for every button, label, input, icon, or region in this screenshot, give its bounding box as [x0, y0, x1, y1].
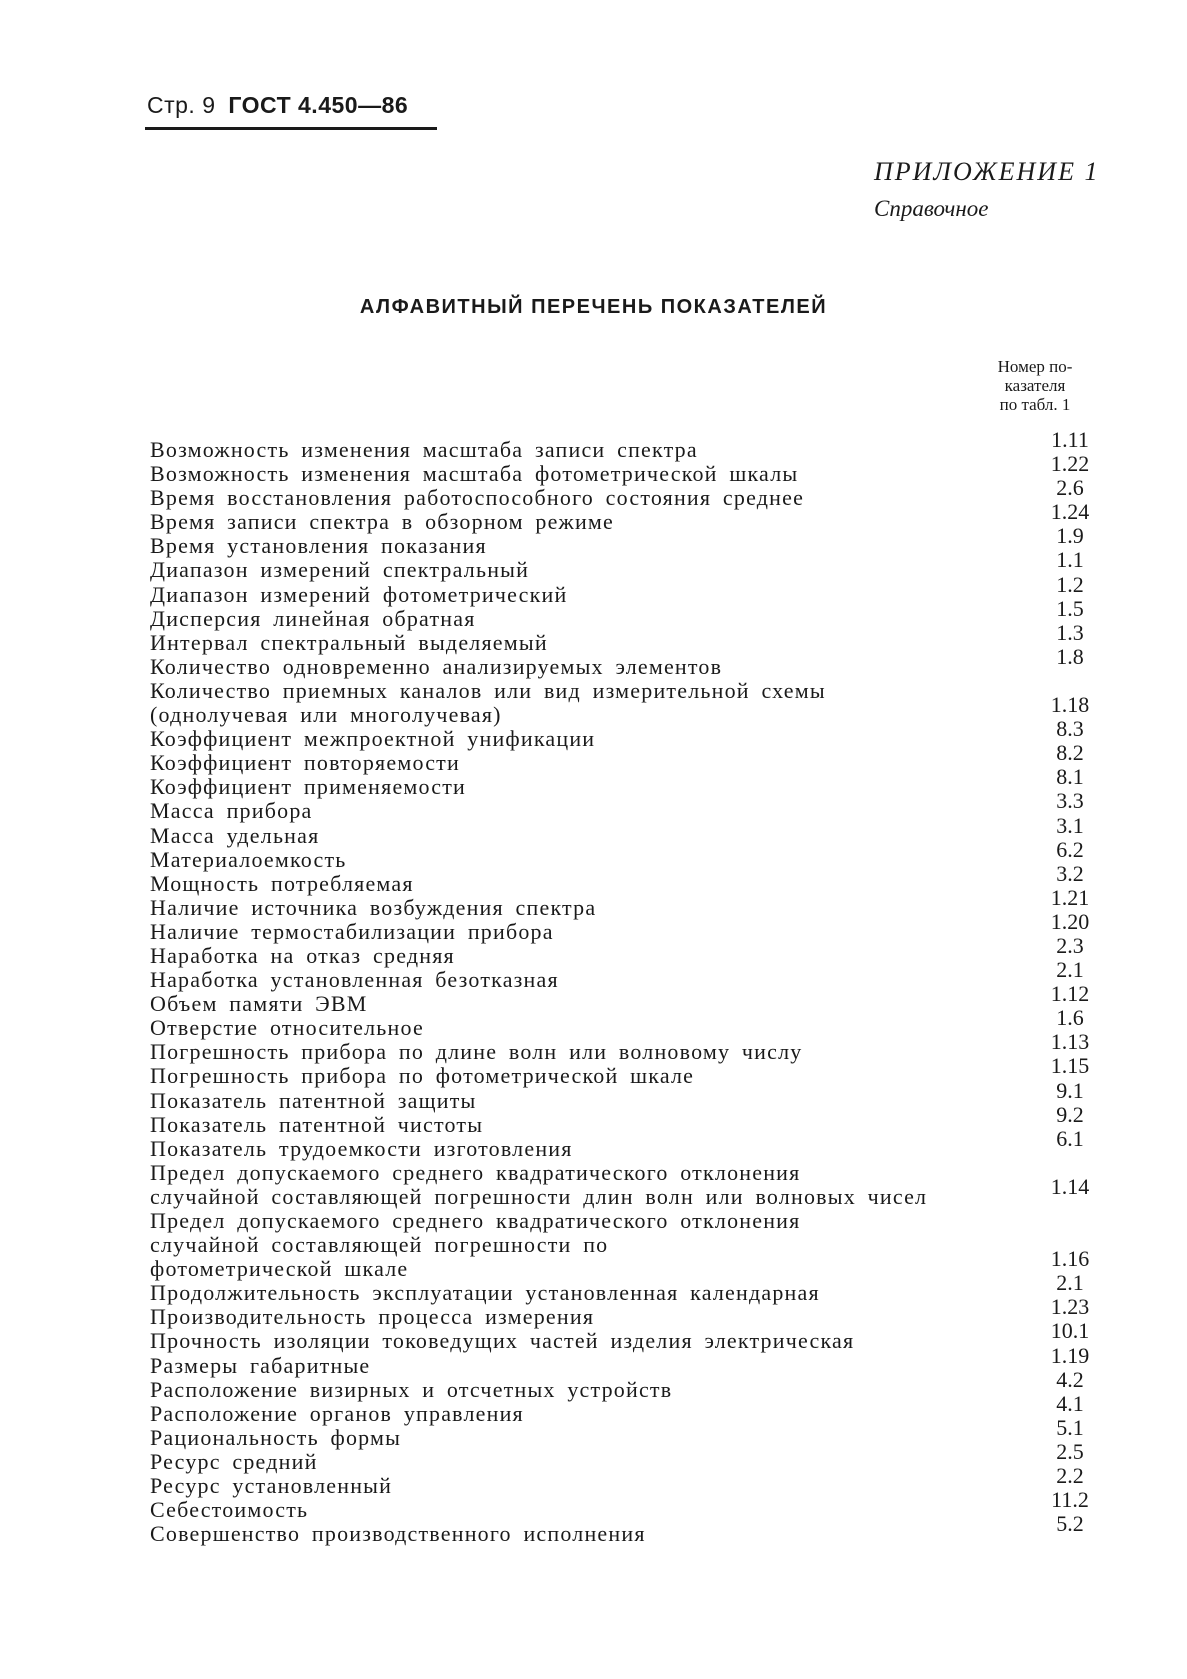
index-entry: [150, 740, 1110, 776]
entry-name: [150, 1450, 980, 1474]
entry-number: 5.1: [1056, 1414, 1084, 1440]
entry-number: 10.1: [1050, 1318, 1090, 1344]
entry-name: [150, 1402, 980, 1426]
entry-name-line: Себестоимость: [150, 1497, 309, 1523]
entry-name: [150, 920, 980, 944]
entry-number: 1.23: [1050, 1294, 1090, 1320]
index-entry: [150, 716, 1110, 752]
entry-number: 2.2: [1056, 1463, 1084, 1489]
index-entry: [150, 571, 1110, 607]
entry-number: 2.1: [1056, 957, 1084, 983]
entry-name: [150, 1354, 980, 1378]
entry-number: 2.6: [1056, 475, 1084, 501]
column-header-line: Номер по-: [997, 357, 1073, 376]
entry-name: [150, 992, 980, 1016]
entry-name: [150, 1209, 980, 1281]
appendix-title: ПРИЛОЖЕНИЕ 1: [874, 157, 1100, 186]
entry-number: 4.2: [1056, 1366, 1084, 1392]
entry-name-line: Масса удельная: [150, 822, 320, 848]
index-entry: [150, 1463, 1110, 1499]
index-entry: [150, 981, 1110, 1017]
entry-name: [150, 679, 980, 727]
entry-name-line: Диапазон измерений спектральный: [150, 557, 530, 583]
entry-number: 1.12: [1050, 981, 1090, 1007]
entry-name-line: Дисперсия линейная обратная: [150, 605, 476, 631]
entry-number: 1.20: [1050, 908, 1090, 934]
page-header: [147, 92, 408, 119]
entry-number: 1.9: [1056, 523, 1084, 549]
entry-number: 9.2: [1056, 1101, 1084, 1127]
entry-number: 1.16: [1050, 1246, 1090, 1271]
entry-name-line: Интервал спектральный выделяемый: [150, 629, 548, 655]
index-entry: [150, 523, 1110, 559]
entry-name-line: Показатель патентной чистоты: [150, 1111, 484, 1137]
entry-name-line: Расположение органов управления: [150, 1400, 524, 1426]
entry-name-line: Предел допускаемого среднего квадратического отклонения: [150, 1159, 801, 1185]
entry-name: [150, 1378, 980, 1402]
entry-number: 1.22: [1050, 451, 1090, 477]
entry-name-line: Количество одновременно анализируемых элементов: [150, 653, 723, 679]
index-entry: [150, 836, 1110, 872]
entry-number: 1.13: [1050, 1029, 1090, 1055]
entry-name: [150, 775, 980, 799]
entry-name-line: случайной составляющей погрешности по: [150, 1232, 609, 1258]
index-entry: [150, 860, 1110, 896]
entry-name: [150, 1040, 980, 1064]
entry-name: [150, 1113, 980, 1137]
index-entry: [150, 1294, 1110, 1330]
index-entry: [150, 884, 1110, 920]
entry-name: [150, 438, 980, 462]
entry-name-line: Ресурс средний: [150, 1448, 318, 1474]
index-entry: [150, 475, 1110, 511]
entry-name-line: Продолжительность эксплуатации установленная календарная: [150, 1280, 820, 1306]
entry-name: [150, 1161, 980, 1209]
entry-number: 1.1: [1056, 547, 1084, 573]
entry-number: 1.2: [1056, 571, 1084, 597]
entry-number: 8.2: [1056, 740, 1084, 766]
entry-number: 8.1: [1056, 764, 1084, 790]
entry-number: 1.3: [1056, 619, 1084, 645]
entry-number: 1.5: [1056, 595, 1084, 621]
index-entry: [150, 451, 1110, 487]
index-entry: [150, 908, 1110, 944]
header-rule: [145, 127, 437, 130]
index-entry: [150, 619, 1110, 655]
entry-name: [150, 1329, 980, 1353]
entry-number: 1.11: [1051, 427, 1089, 452]
entry-name: [150, 558, 980, 582]
entry-name: [150, 968, 980, 992]
index-entry: [150, 427, 1110, 462]
entry-number: 1.14: [1050, 1173, 1090, 1199]
index-entry: [150, 1438, 1110, 1474]
entry-number: 1.19: [1050, 1342, 1090, 1368]
entry-name: [150, 824, 980, 848]
index-list: [150, 427, 1110, 1547]
entry-number: 8.3: [1056, 716, 1084, 742]
entry-name: [150, 631, 980, 655]
entry-number: 2.5: [1056, 1438, 1084, 1464]
entry-number: 6.2: [1056, 836, 1084, 862]
index-entry: [150, 1029, 1110, 1065]
entry-name-line: случайной составляющей погрешности длин волн или волновых чисел: [150, 1183, 928, 1209]
entry-number: 1.24: [1050, 499, 1090, 525]
entry-name: [150, 1522, 980, 1546]
document-title: АЛФАВИТНЫЙ ПЕРЕЧЕНЬ ПОКАЗАТЕЛЕЙ: [359, 296, 828, 318]
entry-name: [150, 1305, 980, 1329]
entry-name-line: Диапазон измерений фотометрический: [150, 581, 568, 607]
index-entry: [150, 643, 1110, 679]
entry-name: [150, 1498, 980, 1522]
index-entry: [150, 812, 1110, 848]
entry-name: [150, 1016, 980, 1040]
entry-name: [150, 896, 980, 920]
index-entry: [150, 499, 1110, 535]
index-entry: [150, 957, 1110, 993]
entry-name-line: Отверстие относительное: [150, 1015, 424, 1041]
entry-name-line: Совершенство производственного исполнения: [150, 1521, 646, 1547]
index-entry: [150, 1270, 1110, 1306]
entry-name-line: Показатель трудоемкости изготовления: [150, 1135, 573, 1161]
index-entry: [150, 1101, 1110, 1137]
entry-name-line: (однолучевая или многолучевая): [150, 702, 502, 728]
entry-name: [150, 944, 980, 968]
entry-name-line: Мощность потребляемая: [150, 870, 414, 896]
index-entry: [150, 932, 1110, 968]
entry-name-line: Рациональность формы: [150, 1424, 402, 1450]
index-entry: [150, 679, 1110, 727]
entry-name-line: Ресурс установленный: [150, 1473, 393, 1499]
entry-name-line: Погрешность прибора по фотометрической шкале: [150, 1063, 695, 1089]
index-entry: [150, 1077, 1110, 1113]
index-entry: [150, 764, 1110, 800]
entry-number: 3.2: [1056, 860, 1084, 886]
entry-number: 6.1: [1056, 1125, 1084, 1151]
entry-name-line: фотометрической шкале: [150, 1256, 409, 1282]
entry-number: 3.1: [1056, 812, 1084, 838]
index-entry: [150, 1005, 1110, 1041]
entry-name: [150, 583, 980, 607]
entry-name: [150, 872, 980, 896]
entry-name-line: Количество приемных каналов или вид измерительной схемы: [150, 677, 826, 703]
entry-name: [150, 607, 980, 631]
entry-number: 5.2: [1056, 1511, 1084, 1537]
index-entry: [150, 1161, 1110, 1209]
entry-name-line: Показатель патентной защиты: [150, 1087, 477, 1113]
entry-name: [150, 462, 980, 486]
index-entry: [150, 1318, 1110, 1354]
entry-name-line: Объем памяти ЭВМ: [150, 991, 368, 1017]
entry-name-line: Коэффициент применяемости: [150, 774, 467, 800]
entry-number: 1.15: [1050, 1053, 1090, 1079]
entry-name-line: Производительность процесса измерения: [150, 1304, 595, 1330]
entry-name: [150, 655, 980, 679]
entry-name-line: Наличие источника возбуждения спектра: [150, 894, 597, 920]
index-entry: [150, 595, 1110, 631]
entry-name-line: Прочность изоляции токоведущих частей изделия электрическая: [150, 1328, 855, 1354]
entry-name: [150, 1474, 980, 1498]
entry-name: [150, 1426, 980, 1450]
index-entry: [150, 1125, 1110, 1161]
entry-number: 3.3: [1056, 788, 1084, 814]
entry-number: 1.21: [1050, 884, 1090, 910]
entry-name-line: Время восстановления работоспособного состояния среднее: [150, 485, 805, 511]
entry-number: 2.1: [1056, 1270, 1084, 1296]
page-number: Стр. 9: [147, 92, 216, 118]
index-entry: [150, 547, 1110, 583]
entry-name: [150, 848, 980, 872]
column-header-number: [975, 357, 1095, 414]
entry-name: [150, 727, 980, 751]
index-entry: [150, 1487, 1110, 1523]
index-entry: [150, 1366, 1110, 1402]
entry-name-line: Расположение визирных и отсчетных устройств: [150, 1376, 673, 1402]
entry-number: 1.8: [1056, 643, 1084, 669]
index-entry: [150, 1390, 1110, 1426]
entry-number: 9.1: [1056, 1077, 1084, 1103]
entry-name: [150, 1064, 980, 1088]
entry-name-line: Размеры габаритные: [150, 1352, 371, 1378]
column-header-line: казателя: [1004, 376, 1066, 395]
entry-number: 11.2: [1051, 1487, 1089, 1513]
entry-name-line: Коэффициент повторяемости: [150, 750, 460, 776]
entry-name-line: Время записи спектра в обзорном режиме: [150, 509, 615, 535]
entry-name-line: Время установления показания: [150, 533, 487, 559]
entry-name: [150, 751, 980, 775]
entry-name-line: Погрешность прибора по длине волн или волновому числу: [150, 1039, 803, 1065]
entry-name-line: Предел допускаемого среднего квадратического отклонения: [150, 1208, 801, 1233]
entry-name-line: Наличие термостабилизации прибора: [150, 918, 554, 944]
entry-name-line: Возможность изменения масштаба записи спектра: [150, 437, 698, 462]
entry-number: 1.18: [1050, 691, 1090, 717]
entry-name: [150, 510, 980, 534]
entry-name: [150, 799, 980, 823]
entry-name-line: Коэффициент межпроектной унификации: [150, 726, 596, 752]
index-entry: [150, 1053, 1110, 1089]
index-entry: [150, 1511, 1110, 1547]
entry-name-line: Масса прибора: [150, 798, 313, 824]
entry-name: [150, 1137, 980, 1161]
entry-name: [150, 486, 980, 510]
entry-number: 1.6: [1056, 1005, 1084, 1031]
entry-name: [150, 1281, 980, 1305]
entry-name-line: Наработка установленная безотказная: [150, 967, 559, 993]
entry-name-line: Наработка на отказ средняя: [150, 942, 455, 968]
entry-number: 2.3: [1056, 932, 1084, 958]
entry-name: [150, 534, 980, 558]
index-entry: [150, 1342, 1110, 1378]
entry-number: 4.1: [1056, 1390, 1084, 1416]
column-header-line: по табл. 1: [999, 395, 1071, 414]
entry-name: [150, 1089, 980, 1113]
standard-number: ГОСТ 4.450—86: [228, 92, 409, 118]
appendix-subtitle: Справочное: [874, 196, 989, 221]
index-entry: [150, 1209, 1110, 1281]
entry-name-line: Материалоемкость: [150, 846, 347, 872]
index-entry: [150, 1414, 1110, 1450]
index-entry: [150, 788, 1110, 824]
entry-name-line: Возможность изменения масштаба фотометрической шкалы: [150, 461, 799, 487]
